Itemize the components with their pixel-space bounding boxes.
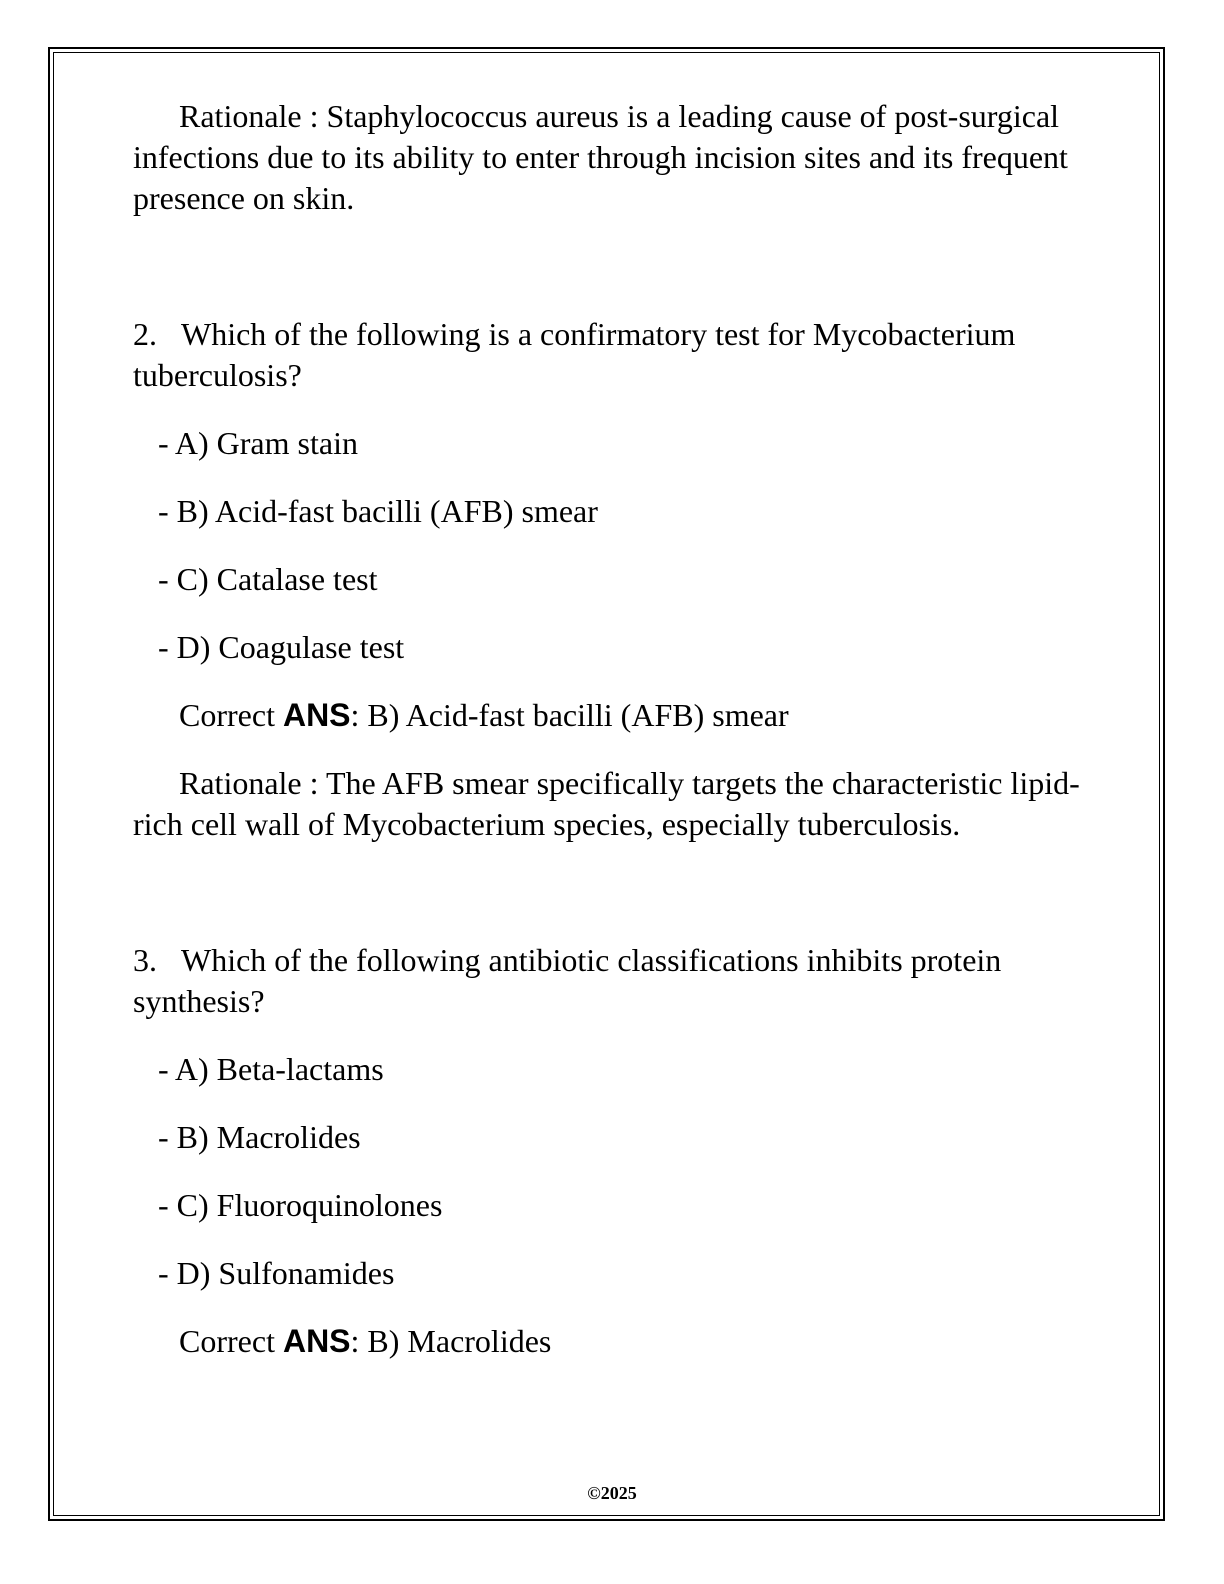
question-3-answer-prefix: Correct — [179, 1323, 283, 1359]
question-3-answer — [133, 1321, 1093, 1362]
rationale-2-text: : The AFB smear specifically targets the characteristic lipid-rich cell wall of Mycobacterium species, especially tuberculosis. — [133, 765, 1080, 842]
question-2-answer — [133, 695, 1093, 736]
question-3-option-a: - A) Beta-lactams — [158, 1051, 384, 1087]
question-2 — [133, 314, 1093, 396]
question-3-number: 3. — [133, 942, 157, 978]
question-3-option-b: - B) Macrolides — [158, 1119, 361, 1155]
question-3-option-c: - C) Fluoroquinolones — [158, 1187, 443, 1223]
rationale-2 — [133, 763, 1093, 845]
question-2-answer-prefix: Correct — [179, 697, 283, 733]
question-2-answer-text: : B) Acid-fast bacilli (AFB) smear — [350, 697, 789, 733]
document-body — [133, 96, 1093, 1362]
question-3 — [133, 940, 1093, 1022]
copyright-footer: ©2025 — [587, 1483, 637, 1503]
rationale-2-label: Rationale — [179, 765, 302, 801]
question-2-option-d: - D) Coagulase test — [158, 629, 405, 665]
rationale-1-label: Rationale — [179, 98, 302, 134]
rationale-1-text: : Staphylococcus aureus is a leading cause of post-surgical infections due to its ability to enter through incision sites and its frequent presence on skin. — [133, 98, 1068, 216]
question-3-option-d: - D) Sulfonamides — [158, 1255, 395, 1291]
question-3-text: Which of the following antibiotic classifications inhibits protein synthesis? — [133, 942, 1002, 1019]
question-2-option-c: - C) Catalase test — [158, 561, 378, 597]
question-2-option-b: - B) Acid-fast bacilli (AFB) smear — [158, 493, 598, 529]
question-2-answer-label: ANS — [282, 697, 351, 733]
question-2-number: 2. — [133, 316, 157, 352]
question-2-text: Which of the following is a confirmatory test for Mycobacterium tuberculosis? — [133, 316, 1016, 393]
question-2-option-a: - A) Gram stain — [158, 425, 358, 461]
rationale-1 — [133, 96, 1093, 219]
question-3-answer-text: : B) Macrolides — [350, 1323, 552, 1359]
question-3-answer-label: ANS — [282, 1323, 351, 1359]
